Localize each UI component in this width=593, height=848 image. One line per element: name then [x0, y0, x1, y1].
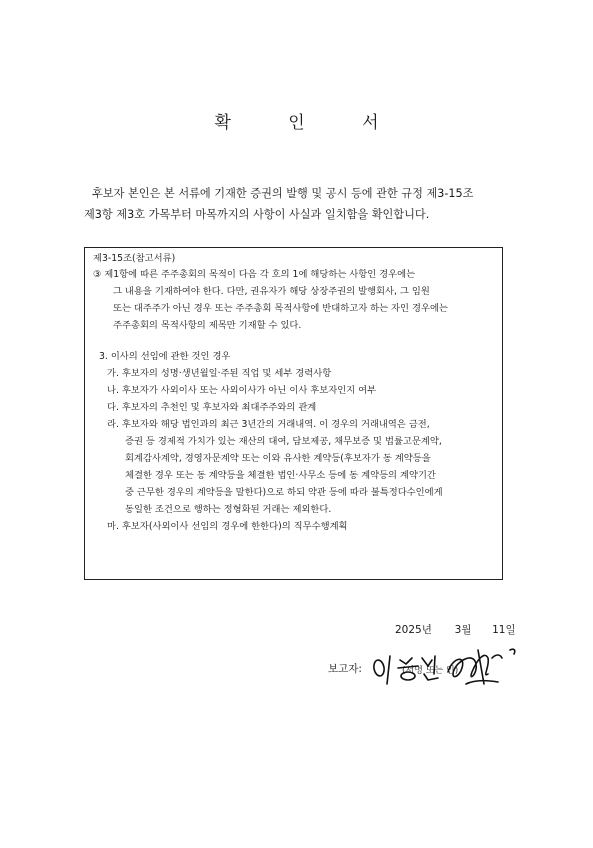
stamp-text: (서명 또는 인) [402, 666, 459, 676]
date-year: 2025년 [395, 624, 432, 636]
date-day: 11일 [492, 624, 516, 636]
item-3-heading: 3. 이사의 선임에 관한 것인 경우 [99, 351, 231, 362]
sub-item-ga: 가. 후보자의 성명·생년월일·주된 직업 및 세부 경력사항 [107, 368, 332, 379]
sub-item-ra-line-3: 회계감사계약, 경영자문계약 또는 이와 유사한 계약등(후보자가 동 계약등을 [125, 453, 431, 464]
para1-line-1: ③ 제1항에 따른 주주총회의 목적이 다음 각 호의 1에 해당하는 사항인 경우에는 [93, 269, 416, 280]
para1-line-3: 또는 대주주가 아닌 경우 또는 주주총회 목적사항에 반대하고자 하는 자인 경우에는 [113, 303, 448, 314]
intro-line-2: 제3항 제3호 가목부터 마목까지의 사항이 사실과 일치함을 확인합니다. [84, 208, 430, 221]
para1-line-4: 주주총회의 목적사항의 제목만 기재할 수 있다. [113, 320, 302, 331]
regulation-excerpt-box [84, 247, 503, 580]
sub-item-na: 나. 후보자가 사외이사 또는 사외이사가 아닌 이사 후보자인지 여부 [107, 385, 377, 396]
sub-item-ma: 마. 후보자(사외이사 선임의 경우에 한한다)의 직무수행계획 [107, 521, 348, 532]
signing-date [395, 622, 516, 637]
sub-item-ra-line-5: 중 근무한 경우의 계약등을 말한다)으로 하되 약관 등에 따라 불특정다수인에게 [125, 487, 443, 498]
excerpt-heading: 제3-15조(참고서류) [93, 253, 176, 264]
reporter-label: 보고자: [328, 663, 362, 675]
para1-line-2: 그 내용을 기재하여야 한다. 다만, 권유자가 해당 상장주권의 발행회사, 그 임원 [113, 286, 430, 297]
sub-item-ra-line-6: 동일한 조건으로 행하는 정형화된 거래는 제외한다. [125, 504, 332, 515]
handwritten-signature [370, 644, 520, 692]
date-month: 3월 [454, 624, 472, 636]
document-title: 확 인 서 [214, 113, 405, 133]
sub-item-ra-line-1: 라. 후보자와 해당 법인과의 최근 3년간의 거래내역. 이 경우의 거래내역은 금전, [107, 419, 430, 430]
sub-item-da: 다. 후보자의 추천인 및 후보자와 최대주주와의 관계 [107, 402, 317, 413]
sub-item-ra-line-2: 증권 등 경제적 가치가 있는 재산의 대여, 담보제공, 채무보증 및 법률고문계약, [125, 436, 442, 447]
sub-item-ra-line-4: 체결한 경우 또는 동 계약등을 체결한 법인·사무소 등에 동 계약등의 계약기간 [125, 470, 436, 481]
intro-line-1: 후보자 본인은 본 서류에 기재한 증권의 발행 및 공시 등에 관한 규정 제3-15조 [92, 187, 474, 200]
